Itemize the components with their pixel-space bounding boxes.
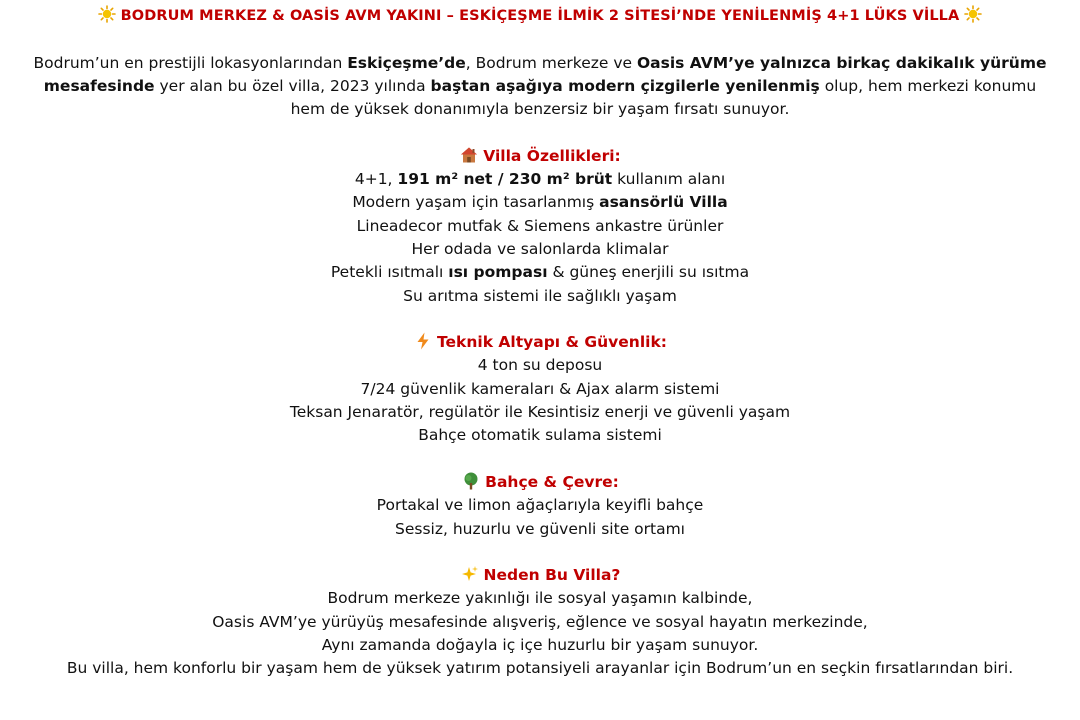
spacer [0,121,1080,144]
villa-feature: Her odada ve salonlarda klimalar [411,239,669,258]
intro-bold: Oasis AVM’ye yalnızca birkaç dakikalık yürüme [636,53,1047,72]
feature-text: kullanım alanı [612,170,726,189]
villa-heading-text: Villa Özellikleri: [483,146,621,165]
tech-item: 4 ton su deposu [477,356,603,375]
garden-item: Sessiz, huzurlu ve güvenli site ortamı [395,519,685,538]
sun-icon [963,5,983,28]
why-heading [0,564,1080,587]
why-item: Oasis AVM’ye yürüyüş mesafesinde alışveriş, eğlence ve sosyal hayatın merkezinde, [212,612,868,631]
sparkles-icon [460,564,480,587]
intro-line-2 [0,75,1080,98]
villa-features-heading [0,145,1080,168]
feature-text: & güneş enerjili su ısıtma [547,263,750,282]
tech-item: Bahçe otomatik sulama sistemi [418,426,662,445]
intro-line-3: hem de yüksek donanımıyla benzersiz bir yaşam fırsatı sunuyor. [290,100,790,119]
villa-feature: Su arıtma sistemi ile sağlıklı yaşam [403,286,677,305]
villa-feature [0,191,1080,214]
intro-bold: Eskiçeşme’de [347,53,466,72]
garden-item: Portakal ve limon ağaçlarıyla keyifli bahçe [376,496,704,515]
intro-line-1 [0,52,1080,75]
why-item: Aynı zamanda doğayla iç içe huzurlu bir yaşam sunuyor. [321,636,759,655]
feature-text: 4+1, [354,170,398,189]
feature-text: Petekli ısıtmalı [330,263,449,282]
garden-heading [0,471,1080,494]
tech-heading-text: Teknik Altyapı & Güvenlik: [437,333,667,352]
feature-bold: ısı pompası [448,263,548,282]
tech-heading [0,331,1080,354]
spacer [0,541,1080,564]
why-item: Bodrum merkeze yakınlığı ile sosyal yaşamın kalbinde, [327,589,753,608]
garden-heading-text: Bahçe & Çevre: [485,472,619,491]
intro-text: Bodrum’un en prestijli lokasyonlarından [33,53,348,72]
villa-feature: Lineadecor mutfak & Siemens ankastre ürünler [356,216,724,235]
spacer [0,308,1080,331]
villa-feature [0,261,1080,284]
intro-bold: mesafesinde [43,76,155,95]
intro-text: yer alan bu özel villa, 2023 yılında [154,76,431,95]
feature-text: Modern yaşam için tasarlanmış [352,193,600,212]
sun-icon [97,5,117,28]
why-heading-text: Neden Bu Villa? [483,566,621,585]
tree-icon [461,471,481,494]
why-item: Bu villa, hem konforlu bir yaşam hem de yüksek yatırım potansiyeli arayanlar için Bodrum’un en seçkin fırsatlarından biri. [66,659,1014,678]
spacer [0,448,1080,471]
feature-bold: asansörlü Villa [599,193,728,212]
lightning-icon [413,331,433,354]
intro-text: olup, hem merkezi konumu [819,76,1037,95]
villa-feature [0,168,1080,191]
feature-bold: 191 m² net / 230 m² brüt [397,170,613,189]
listing-title [0,5,1080,28]
tech-item: Teksan Jenaratör, regülatör ile Kesintisiz enerji ve güvenli yaşam [289,403,791,422]
title-text: BODRUM MERKEZ & OASİS AVM YAKINI – ESKİÇEŞME İLMİK 2 SİTESİ’NDE YENİLENMİŞ 4+1 LÜKS VİLLA [120,8,960,24]
intro-bold: baştan aşağıya modern çizgilerle yenilenmiş [430,76,820,95]
intro-text: , Bodrum merkeze ve [465,53,637,72]
tech-item: 7/24 güvenlik kameraları & Ajax alarm sistemi [360,379,720,398]
spacer [0,28,1080,51]
house-icon [459,145,479,168]
